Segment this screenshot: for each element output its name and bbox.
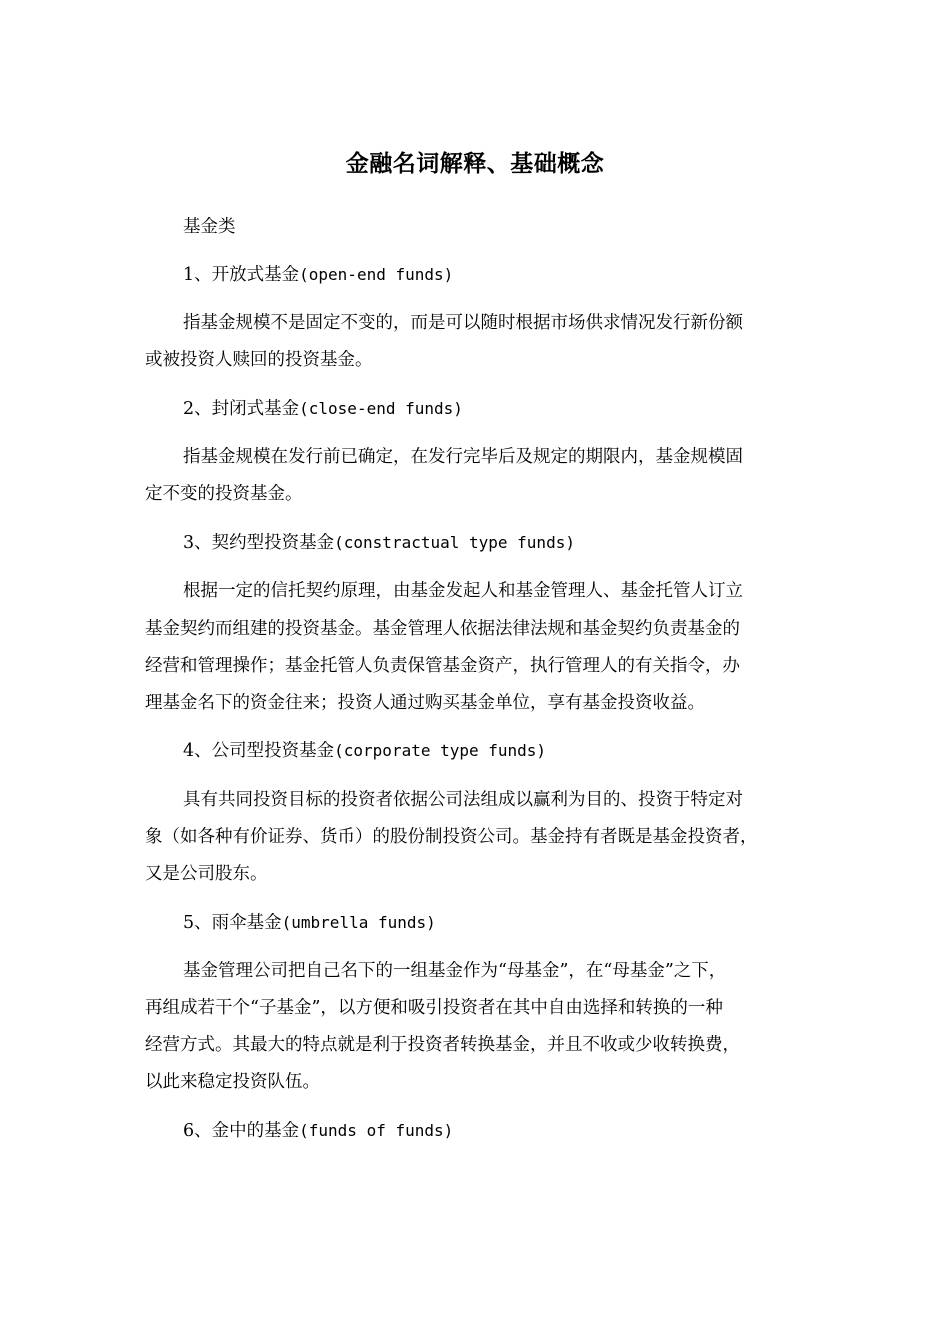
section-heading bbox=[183, 391, 863, 427]
paragraph-line: 定不变的投资基金。 bbox=[145, 484, 303, 504]
section-heading-cn: 6、金中的基金 bbox=[183, 1121, 300, 1141]
paragraph-line: 基金契约而组建的投资基金。基金管理人依据法律法规和基金契约负责基金的 bbox=[145, 619, 740, 639]
category-label: 基金类 bbox=[183, 217, 236, 237]
paragraph-line: 或被投资人赎回的投资基金。 bbox=[145, 350, 373, 370]
section-heading bbox=[183, 733, 863, 769]
paragraph-line: 基金管理公司把自己名下的一组基金作为“母基金”，在“母基金”之下， bbox=[183, 961, 727, 981]
section-heading bbox=[183, 525, 863, 561]
paragraph-line: 象（如各种有价证券、货币）的股份制投资公司。基金持有者既是基金投资者， bbox=[145, 827, 758, 847]
section-heading-en: (corporate type funds) bbox=[334, 741, 547, 760]
paragraph-line: 指基金规模不是固定不变的，而是可以随时根据市场供求情况发行新份额 bbox=[183, 313, 743, 333]
paragraph-line: 根据一定的信托契约原理，由基金发起人和基金管理人、基金托管人订立 bbox=[183, 581, 743, 601]
section-heading-en: (constractual type funds) bbox=[334, 533, 575, 552]
section-heading bbox=[183, 257, 863, 293]
section-heading-cn: 1、开放式基金 bbox=[183, 265, 300, 285]
section-heading-cn: 4、公司型投资基金 bbox=[183, 741, 335, 761]
paragraph-line: 具有共同投资目标的投资者依据公司法组成以赢利为目的、投资于特定对 bbox=[183, 790, 743, 810]
paragraph-line: 以此来稳定投资队伍。 bbox=[145, 1072, 320, 1092]
paragraph-line: 再组成若干个“子基金”，以方便和吸引投资者在其中自由选择和转换的一种 bbox=[145, 998, 723, 1018]
section-heading bbox=[183, 1113, 863, 1149]
paragraph-line: 指基金规模在发行前已确定，在发行完毕后及规定的期限内，基金规模固 bbox=[183, 447, 743, 467]
section-heading-en: (umbrella funds) bbox=[281, 913, 436, 932]
section-heading-cn: 2、封闭式基金 bbox=[183, 399, 300, 419]
paragraph-line: 又是公司股东。 bbox=[145, 864, 268, 884]
section-heading-cn: 3、契约型投资基金 bbox=[183, 533, 335, 553]
section-heading-en: (close-end funds) bbox=[299, 399, 463, 418]
paragraph-line: 经营方式。其最大的特点就是利于投资者转换基金，并且不收或少收转换费， bbox=[145, 1035, 740, 1055]
paragraph-line: 理基金名下的资金往来；投资人通过购买基金单位，享有基金投资收益。 bbox=[145, 693, 705, 713]
section-heading-en: (funds of funds) bbox=[299, 1121, 454, 1140]
section-heading bbox=[183, 905, 863, 941]
document-title: 金融名词解释、基础概念 bbox=[345, 150, 605, 177]
section-heading-en: (open-end funds) bbox=[299, 265, 454, 284]
paragraph-line: 经营和管理操作；基金托管人负责保管基金资产，执行管理人的有关指令，办 bbox=[145, 656, 740, 676]
section-heading-cn: 5、雨伞基金 bbox=[183, 913, 282, 933]
